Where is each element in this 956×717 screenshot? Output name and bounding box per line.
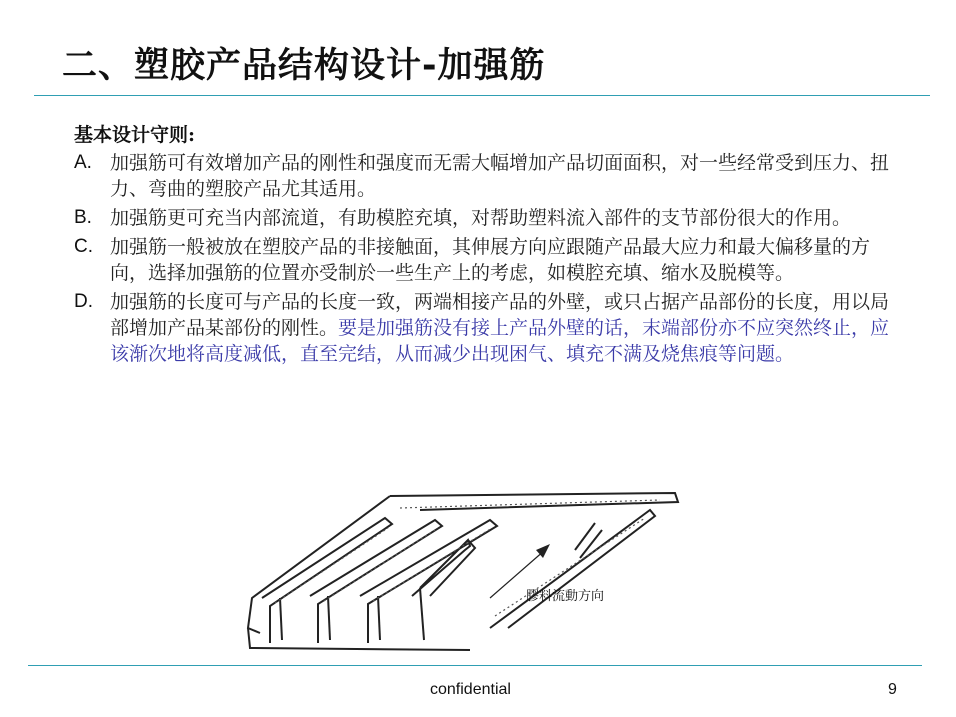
- guideline-item-a: [74, 150, 894, 202]
- item-text: 加强筋可有效增加产品的刚性和强度而无需大幅增加产品切面面积，对一些经常受到压力、扭力、弯曲的塑胶产品尤其适用。: [110, 152, 890, 200]
- item-marker: C.: [74, 236, 93, 257]
- item-text: 加强筋的长度可与产品的长度一致，两端相接产品的外壁，或只占据产品部份的长度，用以局部增加产品某部份的刚性。: [110, 291, 890, 339]
- footer-divider: [28, 665, 922, 666]
- item-highlight-text: 要是加强筋没有接上产品外壁的话，末端部份亦不应突然终止，应该渐次地将高度减低，直至完结，从而减少出现困气、填充不满及烧焦痕等问题。: [110, 317, 890, 365]
- item-text: 加强筋更可充当内部流道，有助模腔充填，对帮助塑料流入部件的支节部份很大的作用。: [110, 207, 852, 229]
- item-marker: A.: [74, 152, 92, 173]
- guidelines-heading: 基本设计守则:: [74, 124, 196, 146]
- guideline-item-c: [74, 234, 894, 286]
- guideline-item-b: [74, 205, 894, 231]
- item-marker: D.: [74, 291, 93, 312]
- guideline-item-d: [74, 289, 894, 367]
- flow-direction-label: 膠料流動方向: [526, 589, 605, 604]
- rib-diagram: [240, 488, 680, 653]
- title-divider: [34, 95, 930, 96]
- footer-confidential: confidential: [430, 681, 511, 698]
- guidelines-body: [74, 122, 894, 370]
- slide-title: 二、塑胶产品结构设计-加强筋: [62, 46, 546, 86]
- page-number: 9: [888, 681, 897, 698]
- item-text: 加强筋一般被放在塑胶产品的非接触面，其伸展方向应跟随产品最大应力和最大偏移量的方向，选择加强筋的位置亦受制於一些生产上的考虑，如模腔充填、缩水及脱模等。: [110, 236, 871, 284]
- plate-back-edge: [390, 493, 678, 510]
- item-marker: B.: [74, 207, 92, 228]
